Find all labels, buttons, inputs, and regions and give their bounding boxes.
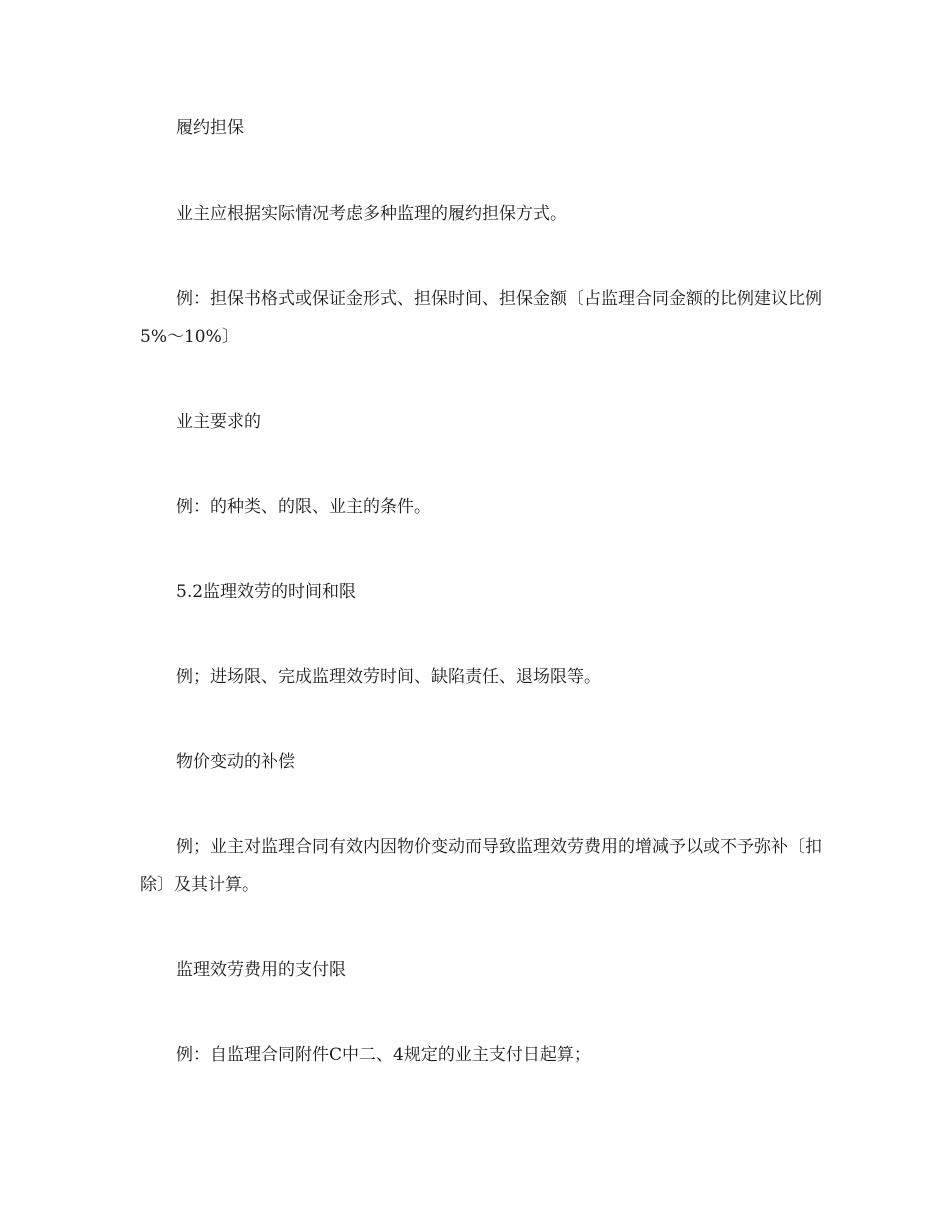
paragraph-payment-example: 例：自监理合同附件C中二、4规定的业主支付日起算； — [176, 1045, 591, 1065]
heading-price-change-compensation: 物价变动的补偿 — [176, 752, 295, 772]
paragraph-price-change-example: 例；业主对监理合同有效内因物价变动而导致监理效劳费用的增减予以或不予弥补〔扣除〕及其计算。 — [140, 837, 822, 895]
paragraph-time-limit-example: 例；进场限、完成监理效劳时间、缺陷责任、退场限等。 — [176, 667, 601, 687]
heading-service-time-limit: 5.2监理效劳的时间和限 — [176, 582, 357, 602]
heading-owner-requirements: 业主要求的 — [176, 412, 261, 432]
paragraph-requirements-example: 例：的种类、的限、业主的条件。 — [176, 497, 431, 517]
paragraph-guarantee-example: 例：担保书格式或保证金形式、担保时间、担保金额〔占监理合同金额的比例建议比例5%～10%〕 — [140, 289, 822, 347]
heading-payment-time-limit: 监理效劳费用的支付限 — [176, 960, 346, 980]
paragraph-guarantee-method: 业主应根据实际情况考虑多种监理的履约担保方式。 — [176, 204, 567, 224]
heading-performance-guarantee: 履约担保 — [176, 118, 244, 138]
